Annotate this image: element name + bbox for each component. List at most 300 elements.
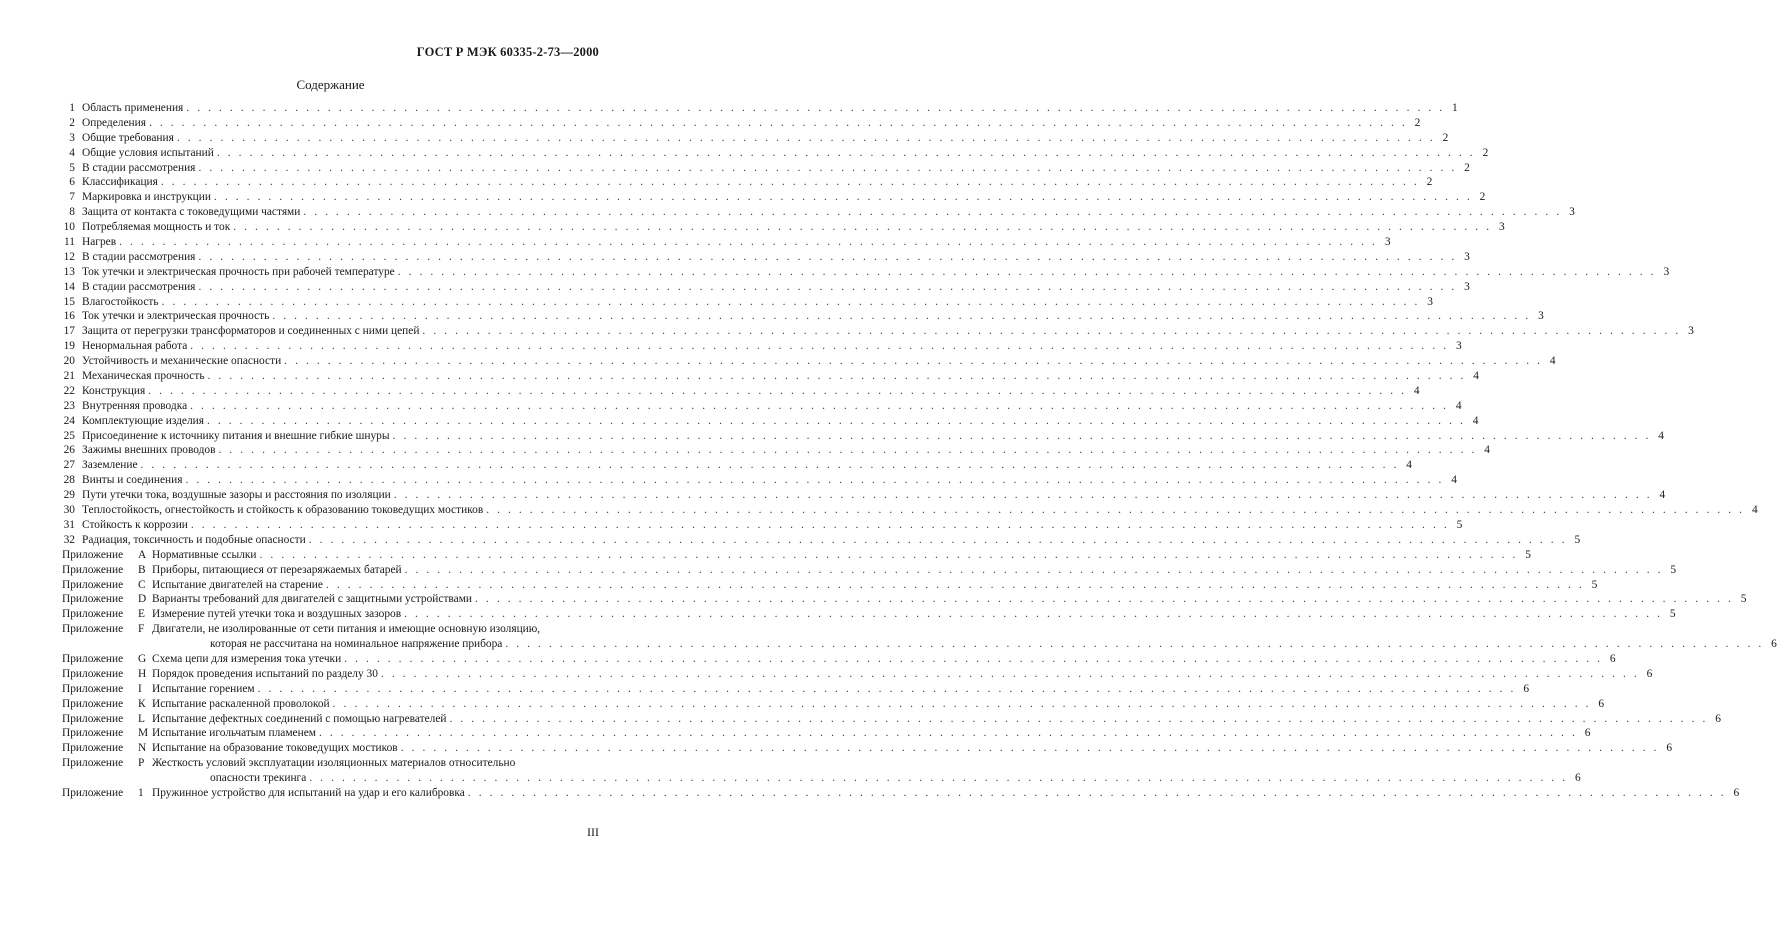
toc-appendix-row[interactable] bbox=[62, 697, 1605, 712]
appendix-word: Приложение bbox=[62, 548, 124, 561]
toc-section-row[interactable] bbox=[62, 190, 1486, 205]
toc-entry-line bbox=[152, 712, 1721, 727]
toc-appendix-row[interactable] bbox=[62, 578, 1598, 593]
section-number: 16 bbox=[63, 310, 75, 323]
appendix-label bbox=[62, 756, 152, 771]
appendix-letter: М bbox=[138, 727, 149, 740]
entry-page: 2 bbox=[1482, 146, 1489, 159]
toc-section-row[interactable] bbox=[62, 131, 1449, 146]
entry-title: опасности трекинга bbox=[210, 772, 307, 785]
toc-section-row[interactable] bbox=[62, 443, 1490, 458]
toc-entry-line bbox=[82, 161, 1470, 176]
section-number: 17 bbox=[63, 325, 75, 338]
entry-page: 4 bbox=[1413, 384, 1420, 397]
dot-leader: . . . . . . . . . . . . . . . . . . . . . . . . . . . . . . . . . . . . . . . . . . . . . . . . . . . . . . . . . . . . . . . . . . . . . . . . . . . . . . . . . . . . . . . . . . . . . . . . . . . . . . . . . . . . . . . . . . . . bbox=[190, 518, 1450, 531]
entry-title: Ненормальная работа bbox=[82, 340, 188, 353]
toc-entry-line bbox=[82, 265, 1670, 280]
section-number: 15 bbox=[63, 295, 75, 308]
toc-section-row[interactable] bbox=[62, 414, 1479, 429]
toc-entry-line bbox=[82, 116, 1421, 131]
entry-page: 4 bbox=[1472, 414, 1479, 427]
entry-page: 6 bbox=[1715, 712, 1721, 725]
toc-entry-line bbox=[152, 548, 1531, 563]
dot-leader: . . . . . . . . . . . . . . . . . . . . . . . . . . . . . . . . . . . . . . . . . . . . . . . . . . . . . . . . . . . . . . . . . . . . . . . . . . . . . . . . . . . . . . . . . . . . . . . . . . . . . . . . . . . . . . . . . . . . bbox=[259, 548, 1518, 561]
entry-title: Приборы, питающиеся от перезаряжаемых батарей bbox=[152, 563, 402, 576]
entry-title: Испытание раскаленной проволокой bbox=[152, 697, 330, 710]
toc-section-row[interactable] bbox=[62, 354, 1556, 369]
dot-leader: . . . . . . . . . . . . . . . . . . . . . . . . . . . . . . . . . . . . . . . . . . . . . . . . . . . . . . . . . . . . . . . . . . . . . . . . . . . . . . . . . . . . . . . . . . . . . . . . . . . . . . . . . . . . . . . . . . . . bbox=[190, 340, 1449, 353]
section-number: 21 bbox=[63, 370, 75, 383]
dot-leader: . . . . . . . . . . . . . . . . . . . . . . . . . . . . . . . . . . . . . . . . . . . . . . . . . . . . . . . . . . . . . . . . . . . . . . . . . . . . . . . . . . . . . . . . . . . . . . . . . . . . . . . . . . . . . . . . . . . . bbox=[218, 444, 1477, 457]
toc-section-row[interactable] bbox=[62, 250, 1470, 265]
dot-leader: . . . . . . . . . . . . . . . . . . . . . . . . . . . . . . . . . . . . . . . . . . . . . . . . . . . . . . . . . . . . . . . . . . . . . . . . . . . . . . . . . . . . . . . . . . . . . . . . . . . . . . . . . . . . . . . . . . . . bbox=[176, 131, 1436, 144]
toc-entry-line bbox=[82, 295, 1433, 310]
entry-title: Ток утечки и электрическая прочность bbox=[82, 310, 270, 323]
entry-title: Порядок проведения испытаний по разделу 30 bbox=[152, 667, 378, 680]
section-number: 12 bbox=[63, 250, 75, 263]
entry-page: 3 bbox=[1455, 340, 1462, 353]
toc-entry-line bbox=[82, 533, 1581, 548]
entry-title: Заземление bbox=[82, 459, 138, 472]
toc-entry-line bbox=[82, 309, 1544, 324]
toc-section-row[interactable] bbox=[62, 369, 1479, 384]
dot-leader: . . . . . . . . . . . . . . . . . . . . . . . . . . . . . . . . . . . . . . . . . . . . . . . . . . . . . . . . . . . . . . . . . . . . . . . . . . . . . . . . . . . . . . . . . . . . . . . . . . . . . . . . . . . . . . . . . . . . bbox=[325, 578, 1585, 591]
entry-title: Общие требования bbox=[82, 131, 174, 144]
entry-title: Измерение путей утечки тока и воздушных зазоров bbox=[152, 608, 402, 621]
appendix-label bbox=[62, 578, 152, 593]
toc-section-row[interactable] bbox=[62, 175, 1433, 190]
toc-section-row[interactable] bbox=[62, 161, 1470, 176]
toc-entry-line bbox=[210, 771, 1581, 786]
entry-title: Винты и соединения bbox=[82, 474, 183, 487]
entry-page: 3 bbox=[1464, 280, 1470, 293]
dot-leader: . . . . . . . . . . . . . . . . . . . . . . . . . . . . . . . . . . . . . . . . . . . . . . . . . . . . . . . . . . . . . . . . . . . . . . . . . . . . . . . . . . . . . . . . . . . . . . . . . . . . . . . . . . . . . . . . . . . . bbox=[160, 176, 1420, 189]
entry-title: Присоединение к источнику питания и внешние гибкие шнуры bbox=[82, 429, 390, 442]
dot-leader: . . . . . . . . . . . . . . . . . . . . . . . . . . . . . . . . . . . . . . . . . . . . . . . . . . . . . . . . . . . . . . . . . . . . . . . . . . . . . . . . . . . . . . . . . . . . . . . . . . . . . . . . . . . . . . . . . . . . bbox=[233, 221, 1492, 234]
toc-entry-line bbox=[82, 369, 1479, 384]
dot-leader: . . . . . . . . . . . . . . . . . . . . . . . . . . . . . . . . . . . . . . . . . . . . . . . . . . . . . . . . . . . . . . . . . . . . . . . . . . . . . . . . . . . . . . . . . . . . . . . . . . . . . . . . . . . . . . . . . . . . bbox=[119, 236, 1378, 249]
appendix-label bbox=[62, 712, 152, 727]
dot-leader: . . . . . . . . . . . . . . . . . . . . . . . . . . . . . . . . . . . . . . . . . . . . . . . . . . . . . . . . . . . . . . . . . . . . . . . . . . . . . . . . . . . . . . . . . . . . . . . . . . . . . . . . . . . . . . . . . . . . bbox=[344, 652, 1603, 665]
entry-title: Пути утечки тока, воздушные зазоры и расстояния по изоляции bbox=[82, 489, 391, 502]
dot-leader: . . . . . . . . . . . . . . . . . . . . . . . . . . . . . . . . . . . . . . . . . . . . . . . . . . . . . . . . . . . . . . . . . . . . . . . . . . . . . . . . . . . . . . . . . . . . . . . . . . . . . . . . . . . . . . . . . . . . bbox=[213, 191, 1473, 204]
appendix-label bbox=[62, 563, 152, 578]
toc-section-row[interactable] bbox=[62, 458, 1412, 473]
toc-section-row[interactable] bbox=[62, 309, 1544, 324]
dot-leader: . . . . . . . . . . . . . . . . . . . . . . . . . . . . . . . . . . . . . . . . . . . . . . . . . . . . . . . . . . . . . . . . . . . . . . . . . . . . . . . . . . . . . . . . . . . . . . . . . . . . . . . . . . . . . . . . . . . . bbox=[467, 787, 1727, 799]
entry-page: 6 bbox=[1598, 697, 1605, 710]
dot-leader: . . . . . . . . . . . . . . . . . . . . . . . . . . . . . . . . . . . . . . . . . . . . . . . . . . . . . . . . . . . . . . . . . . . . . . . . . . . . . . . . . . . . . . . . . . . . . . . . . . . . . . . . . . . . . . . . . . . . bbox=[303, 206, 1562, 219]
toc-appendix-row[interactable] bbox=[62, 622, 1777, 652]
dot-leader: . . . . . . . . . . . . . . . . . . . . . . . . . . . . . . . . . . . . . . . . . . . . . . . . . . . . . . . . . . . . . . . . . . . . . . . . . . . . . . . . . . . . . . . . . . . . . . . . . . . . . . . . . . . . . . . . . . . . bbox=[400, 742, 1660, 755]
entry-page: 2 bbox=[1414, 116, 1421, 129]
appendix-letter: Н bbox=[138, 667, 147, 680]
dot-leader: . . . . . . . . . . . . . . . . . . . . . . . . . . . . . . . . . . . . . . . . . . . . . . . . . . . . . . . . . . . . . . . . . . . . . . . . . . . . . . . . . . . . . . . . . . . . . . . . . . . . . . . . . . . . . . . . . . . . bbox=[486, 504, 1745, 517]
document-header: ГОСТ Р МЭК 60335-2-73—2000 bbox=[416, 45, 599, 59]
toc-section-row[interactable] bbox=[62, 146, 1489, 161]
toc-section-row[interactable] bbox=[62, 295, 1433, 310]
entry-page: 5 bbox=[1591, 578, 1598, 591]
entry-title: Схема цепи для измерения тока утечки bbox=[152, 652, 342, 665]
toc-entry-line bbox=[152, 741, 1673, 756]
toc-entry-line bbox=[82, 458, 1412, 473]
toc-entry-line bbox=[82, 205, 1575, 220]
entry-page: 3 bbox=[1688, 325, 1694, 338]
section-number: 23 bbox=[63, 399, 75, 412]
dot-leader: . . . . . . . . . . . . . . . . . . . . . . . . . . . . . . . . . . . . . . . . . . . . . . . . . . . . . . . . . . . . . . . . . . . . . . . . . . . . . . . . . . . . . . . . . . . . . . . . . . . . . . . . . . . . . . . . . . . . bbox=[404, 563, 1664, 576]
entry-title: Определения bbox=[82, 116, 146, 129]
entry-page: 4 bbox=[1659, 489, 1666, 502]
entry-title: Защита от контакта с токоведущими частями bbox=[82, 206, 301, 219]
dot-leader: . . . . . . . . . . . . . . . . . . . . . . . . . . . . . . . . . . . . . . . . . . . . . . . . . . . . . . . . . . . . . . . . . . . . . . . . . . . . . . . . . . . . . . . . . . . . . . . . . . . . . . . . . . . . . . . . . . . . bbox=[308, 533, 1568, 546]
appendix-label bbox=[62, 682, 152, 697]
entry-page: 3 bbox=[1569, 206, 1575, 219]
section-number: 13 bbox=[63, 265, 75, 278]
appendix-word: Приложение bbox=[62, 652, 124, 665]
entry-page: 5 bbox=[1740, 593, 1747, 606]
entry-title: Маркировка и инструкции bbox=[82, 191, 211, 204]
entry-page: 5 bbox=[1525, 548, 1531, 561]
appendix-letter: D bbox=[138, 593, 147, 606]
entry-title: Нагрев bbox=[82, 236, 117, 249]
toc-entry-line bbox=[82, 101, 1458, 116]
dot-leader: . . . . . . . . . . . . . . . . . . . . . . . . . . . . . . . . . . . . . . . . . . . . . . . . . . . . . . . . . . . . . . . . . . . . . . . . . . . . . . . . . . . . . . . . . . . . . . . . . . . . . . . . . . . . . . . . . . . . bbox=[380, 667, 1640, 680]
entry-page: 6 bbox=[1666, 742, 1673, 755]
entry-page: 1 bbox=[1452, 102, 1458, 114]
section-number: 2 bbox=[69, 116, 75, 129]
entry-page: 5 bbox=[1669, 608, 1676, 621]
entry-title: Устойчивость и механические опасности bbox=[82, 355, 282, 368]
entry-page: 4 bbox=[1455, 399, 1462, 412]
dot-leader: . . . . . . . . . . . . . . . . . . . . . . . . . . . . . . . . . . . . . . . . . . . . . . . . . . . . . . . . . . . . . . . . . . . . . . . . . . . . . . . . . . . . . . . . . . . . . . . . . . . . . . . . . . . . . . . . . . . . bbox=[332, 697, 1592, 710]
section-number: 3 bbox=[69, 131, 75, 144]
toc-appendix-row[interactable] bbox=[62, 786, 1740, 801]
section-number: 4 bbox=[69, 146, 75, 159]
entry-page: 4 bbox=[1473, 370, 1479, 383]
toc-section-row[interactable] bbox=[62, 473, 1457, 488]
toc-entry-line bbox=[152, 786, 1740, 801]
dot-leader: . . . . . . . . . . . . . . . . . . . . . . . . . . . . . . . . . . . . . . . . . . . . . . . . . . . . . . . . . . . . . . . . . . . . . . . . . . . . . . . . . . . . . . . . . . . . . . . . . . . . . . . . . . . . . . . . . . . . bbox=[257, 682, 1517, 695]
section-number: 22 bbox=[63, 384, 75, 397]
entry-page: 4 bbox=[1484, 444, 1490, 457]
dot-leader: . . . . . . . . . . . . . . . . . . . . . . . . . . . . . . . . . . . . . . . . . . . . . . . . . . . . . . . . . . . . . . . . . . . . . . . . . . . . . . . . . . . . . . . . . . . . . . . . . . . . . . . . . . . . . . . . . . . . bbox=[475, 593, 1734, 606]
entry-title: Классификация bbox=[82, 176, 158, 189]
entry-title: Потребляемая мощность и ток bbox=[82, 221, 231, 234]
appendix-word: Приложение bbox=[62, 742, 124, 755]
entry-title: Испытание горением bbox=[152, 682, 255, 695]
appendix-word: Приложение bbox=[62, 578, 124, 591]
dot-leader: . . . . . . . . . . . . . . . . . . . . . . . . . . . . . . . . . . . . . . . . . . . . . . . . . . . . . . . . . . . . . . . . . . . . . . . . . . . . . . . . . . . . . . . . . . . . . . . . . . . . . . . . . . . . . . . . . . . . bbox=[284, 355, 1543, 368]
dot-leader: . . . . . . . . . . . . . . . . . . . . . . . . . . . . . . . . . . . . . . . . . . . . . . . . . . . . . . . . . . . . . . . . . . . . . . . . . . . . . . . . . . . . . . . . . . . . . . . . . . . . . . . . . . . . . . . . . . . . bbox=[190, 399, 1449, 412]
toc-entry-line bbox=[82, 250, 1470, 265]
entry-title: Область применения bbox=[82, 102, 184, 114]
page-number: III bbox=[587, 825, 599, 839]
appendix-letter: А bbox=[138, 548, 147, 561]
appendix-label bbox=[62, 652, 152, 667]
appendix-word: Приложение bbox=[62, 608, 124, 621]
appendix-word: Приложение bbox=[62, 682, 124, 695]
toc-section-row[interactable] bbox=[62, 116, 1421, 131]
entry-title: Жесткость условий эксплуатации изоляционных материалов относительно bbox=[152, 757, 516, 770]
toc-entry-line bbox=[82, 503, 1758, 518]
section-number: 19 bbox=[63, 340, 75, 353]
dot-leader: . . . . . . . . . . . . . . . . . . . . . . . . . . . . . . . . . . . . . . . . . . . . . . . . . . . . . . . . . . . . . . . . . . . . . . . . . . . . . . . . . . . . . . . . . . . . . . . . . . . . . . . . . . . . . . . . . . . . bbox=[397, 265, 1657, 278]
dot-leader: . . . . . . . . . . . . . . . . . . . . . . . . . . . . . . . . . . . . . . . . . . . . . . . . . . . . . . . . . . . . . . . . . . . . . . . . . . . . . . . . . . . . . . . . . . . . . . . . . . . . . . . . . . . . . . . . . . . . bbox=[140, 459, 1399, 472]
toc-entry-line bbox=[82, 339, 1462, 354]
entry-title: Двигатели, не изолированные от сети питания и имеющие основную изоляцию, bbox=[152, 623, 541, 636]
section-number: 8 bbox=[69, 206, 75, 219]
dot-leader: . . . . . . . . . . . . . . . . . . . . . . . . . . . . . . . . . . . . . . . . . . . . . . . . . . . . . . . . . . . . . . . . . . . . . . . . . . . . . . . . . . . . . . . . . . . . . . . . . . . . . . . . . . . . . . . . . . . . bbox=[393, 489, 1653, 502]
dot-leader: . . . . . . . . . . . . . . . . . . . . . . . . . . . . . . . . . . . . . . . . . . . . . . . . . . . . . . . . . . . . . . . . . . . . . . . . . . . . . . . . . . . . . . . . . . . . . . . . . . . . . . . . . . . . . . . . . . . . bbox=[392, 429, 1651, 442]
appendix-letter: I bbox=[138, 682, 142, 695]
dot-leader: . . . . . . . . . . . . . . . . . . . . . . . . . . . . . . . . . . . . . . . . . . . . . . . . . . . . . . . . . . . . . . . . . . . . . . . . . . . . . . . . . . . . . . . . . . . . . . . . . . . . . . . . . . . . . . . . . . . . bbox=[198, 250, 1457, 263]
appendix-letter: В bbox=[138, 563, 146, 576]
toc-entry-line bbox=[82, 235, 1391, 250]
toc-section-row[interactable] bbox=[62, 265, 1670, 280]
toc-entry-line bbox=[152, 667, 1653, 682]
entry-title: В стадии рассмотрения bbox=[82, 250, 196, 263]
entry-title: Внутренняя проводка bbox=[82, 399, 188, 412]
section-number: 20 bbox=[63, 355, 75, 368]
entry-title: Испытание дефектных соединений с помощью нагревателей bbox=[152, 712, 447, 725]
toc-entry-line bbox=[82, 488, 1666, 503]
entry-page: 3 bbox=[1663, 265, 1670, 278]
entry-page: 6 bbox=[1733, 787, 1740, 799]
appendix-word: Приложение bbox=[62, 757, 124, 770]
section-number: 1 bbox=[69, 102, 75, 114]
toc-entry-line bbox=[82, 384, 1420, 399]
entry-page: 2 bbox=[1442, 131, 1449, 144]
entry-page: 4 bbox=[1658, 429, 1664, 442]
appendix-label bbox=[62, 726, 152, 741]
appendix-letter: Е bbox=[138, 608, 145, 621]
entry-page: 3 bbox=[1498, 221, 1505, 234]
toc-appendix-row[interactable] bbox=[62, 726, 1591, 741]
toc-appendix-row[interactable] bbox=[62, 592, 1747, 607]
entry-title: Теплостойкость, огнестойкость и стойкость к образованию токоведущих мостиков bbox=[82, 504, 484, 517]
toc-section-row[interactable] bbox=[62, 324, 1694, 339]
entry-page: 3 bbox=[1538, 310, 1544, 323]
entry-page: 6 bbox=[1609, 652, 1616, 665]
dot-leader: . . . . . . . . . . . . . . . . . . . . . . . . . . . . . . . . . . . . . . . . . . . . . . . . . . . . . . . . . . . . . . . . . . . . . . . . . . . . . . . . . . . . . . . . . . . . . . . . . . . . . . . . . . . . . . . . . . . . bbox=[198, 161, 1457, 174]
toc-section-row[interactable] bbox=[62, 488, 1666, 503]
toc-section-row[interactable] bbox=[62, 399, 1462, 414]
toc-section-row[interactable] bbox=[62, 533, 1581, 548]
entry-page: 2 bbox=[1464, 161, 1470, 174]
section-number: 14 bbox=[63, 280, 75, 293]
entry-page: 3 bbox=[1384, 236, 1391, 249]
entry-page: 4 bbox=[1406, 459, 1412, 472]
entry-page: 6 bbox=[1584, 727, 1591, 740]
toc-appendix-row[interactable] bbox=[62, 712, 1721, 727]
toc-entry-line bbox=[82, 473, 1457, 488]
appendix-letter: G bbox=[138, 652, 147, 665]
toc-entry-line bbox=[82, 131, 1449, 146]
appendix-word: Приложение bbox=[62, 667, 124, 680]
appendix-letter: N bbox=[138, 742, 147, 755]
toc-entry-line bbox=[152, 607, 1676, 622]
dot-leader: . . . . . . . . . . . . . . . . . . . . . . . . . . . . . . . . . . . . . . . . . . . . . . . . . . . . . . . . . . . . . . . . . . . . . . . . . . . . . . . . . . . . . . . . . . . . . . . . . . . . . . . . . . . . . . . . . . . . bbox=[185, 474, 1444, 487]
toc-section-row[interactable] bbox=[62, 205, 1575, 220]
appendix-letter: L bbox=[138, 712, 145, 725]
toc-entry-line bbox=[82, 443, 1490, 458]
appendix-letter: 1 bbox=[138, 787, 144, 799]
entry-title: Влагостойкость bbox=[82, 295, 159, 308]
entry-title: Нормативные ссылки bbox=[152, 548, 257, 561]
section-number: 24 bbox=[63, 414, 75, 427]
entry-page: 5 bbox=[1670, 563, 1677, 576]
toc-entry-line bbox=[152, 563, 1677, 578]
section-number: 29 bbox=[63, 489, 75, 502]
section-number: 26 bbox=[63, 444, 75, 457]
toc-section-row[interactable] bbox=[62, 384, 1420, 399]
toc-appendix-row[interactable] bbox=[62, 741, 1673, 756]
section-number: 30 bbox=[63, 504, 75, 517]
appendix-word: Приложение bbox=[62, 563, 124, 576]
toc-entry-line bbox=[152, 682, 1530, 697]
dot-leader: . . . . . . . . . . . . . . . . . . . . . . . . . . . . . . . . . . . . . . . . . . . . . . . . . . . . . . . . . . . . . . . . . . . . . . . . . . . . . . . . . . . . . . . . . . . . . . . . . . . . . . . . . . . . . . . . . . . . bbox=[161, 295, 1420, 308]
toc-appendix-row[interactable] bbox=[62, 607, 1676, 622]
toc-appendix-row[interactable] bbox=[62, 563, 1677, 578]
toc-entry-line bbox=[152, 697, 1605, 712]
toc-entry-line bbox=[210, 637, 1777, 652]
dot-leader: . . . . . . . . . . . . . . . . . . . . . . . . . . . . . . . . . . . . . . . . . . . . . . . . . . . . . . . . . . . . . . . . . . . . . . . . . . . . . . . . . . . . . . . . . . . . . . . . . . . . . . . . . . . . . . . . . . . . bbox=[272, 310, 1531, 323]
toc-entry-line bbox=[152, 652, 1616, 667]
toc-entry-line bbox=[82, 175, 1433, 190]
section-number: 5 bbox=[69, 161, 75, 174]
dot-leader: . . . . . . . . . . . . . . . . . . . . . . . . . . . . . . . . . . . . . . . . . . . . . . . . . . . . . . . . . . . . . . . . . . . . . . . . . . . . . . . . . . . . . . . . . . . . . . . . . . . . . . . . . . . . . . . . . . . . bbox=[148, 116, 1408, 129]
entry-title: Зажимы внешних проводов bbox=[82, 444, 216, 457]
section-number: 32 bbox=[63, 533, 75, 546]
section-number: 25 bbox=[63, 429, 75, 442]
toc-title: Содержание bbox=[296, 77, 365, 92]
appendix-letter: С bbox=[138, 578, 146, 591]
appendix-word: Приложение bbox=[62, 697, 124, 710]
entry-title: Пружинное устройство для испытаний на удар и его калибровка bbox=[152, 787, 465, 799]
toc-entry-line bbox=[82, 429, 1664, 444]
entry-title: В стадии рассмотрения bbox=[82, 161, 196, 174]
appendix-word: Приложение bbox=[62, 712, 124, 725]
dot-leader: . . . . . . . . . . . . . . . . . . . . . . . . . . . . . . . . . . . . . . . . . . . . . . . . . . . . . . . . . . . . . . . . . . . . . . . . . . . . . . . . . . . . . . . . . . . . . . . . . . . . . . . . . . . . . . . . . . . . bbox=[198, 280, 1457, 293]
section-number: 6 bbox=[69, 176, 75, 189]
dot-leader: . . . . . . . . . . . . . . . . . . . . . . . . . . . . . . . . . . . . . . . . . . . . . . . . . . . . . . . . . . . . . . . . . . . . . . . . . . . . . . . . . . . . . . . . . . . . . . . . . . . . . . . . . . . . . . . . . . . . bbox=[216, 146, 1476, 159]
entry-title: Испытание двигателей на старение bbox=[152, 578, 323, 591]
toc-section-row[interactable] bbox=[62, 280, 1470, 295]
toc-entry-line bbox=[82, 414, 1479, 429]
entry-title: В стадии рассмотрения bbox=[82, 280, 196, 293]
toc-section-row[interactable] bbox=[62, 101, 1458, 116]
appendix-label bbox=[62, 667, 152, 682]
section-number: 28 bbox=[63, 474, 75, 487]
toc-appendix-row[interactable] bbox=[62, 756, 1581, 786]
appendix-label bbox=[62, 607, 152, 622]
toc-entry-line bbox=[82, 146, 1489, 161]
section-number: 31 bbox=[63, 518, 75, 531]
dot-leader: . . . . . . . . . . . . . . . . . . . . . . . . . . . . . . . . . . . . . . . . . . . . . . . . . . . . . . . . . . . . . . . . . . . . . . . . . . . . . . . . . . . . . . . . . . . . . . . . . . . . . . . . . . . . . . . . . . . . bbox=[309, 772, 1568, 785]
entry-title: Ток утечки и электрическая прочность при рабочей температуре bbox=[82, 265, 395, 278]
entry-title: Защита от перегрузки трансформаторов и соединенных с ними цепей bbox=[82, 325, 420, 338]
dot-leader: . . . . . . . . . . . . . . . . . . . . . . . . . . . . . . . . . . . . . . . . . . . . . . . . . . . . . . . . . . . . . . . . . . . . . . . . . . . . . . . . . . . . . . . . . . . . . . . . . . . . . . . . . . . . . . . . . . . . bbox=[148, 384, 1407, 397]
section-number: 10 bbox=[63, 221, 75, 234]
entry-page: 2 bbox=[1426, 176, 1433, 189]
appendix-word: Приложение bbox=[62, 593, 124, 606]
entry-page: 2 bbox=[1479, 191, 1486, 204]
toc-section-row[interactable] bbox=[62, 429, 1664, 444]
toc-appendix-row[interactable] bbox=[62, 652, 1616, 667]
entry-title: Стойкость к коррозии bbox=[82, 518, 188, 531]
table-of-contents bbox=[62, 101, 1777, 801]
entry-title: которая не рассчитана на номинальное напряжение прибора bbox=[210, 638, 503, 651]
dot-leader: . . . . . . . . . . . . . . . . . . . . . . . . . . . . . . . . . . . . . . . . . . . . . . . . . . . . . . . . . . . . . . . . . . . . . . . . . . . . . . . . . . . . . . . . . . . . . . . . . . . . . . . . . . . . . . . . . . . . bbox=[449, 712, 1708, 725]
entry-page: 3 bbox=[1427, 295, 1433, 308]
toc-entry-line bbox=[82, 190, 1486, 205]
toc-entry-line bbox=[82, 399, 1462, 414]
appendix-label bbox=[62, 592, 152, 607]
entry-page: 5 bbox=[1574, 533, 1581, 546]
toc-appendix-row[interactable] bbox=[62, 667, 1653, 682]
entry-title: Комплектующие изделия bbox=[82, 414, 204, 427]
section-number: 7 bbox=[69, 191, 75, 204]
entry-page: 4 bbox=[1751, 504, 1758, 517]
dot-leader: . . . . . . . . . . . . . . . . . . . . . . . . . . . . . . . . . . . . . . . . . . . . . . . . . . . . . . . . . . . . . . . . . . . . . . . . . . . . . . . . . . . . . . . . . . . . . . . . . . . . . . . . . . . . . . . . . . . . bbox=[207, 370, 1466, 383]
section-number: 27 bbox=[63, 459, 75, 472]
entry-page: 3 bbox=[1464, 250, 1470, 263]
appendix-word: Приложение bbox=[62, 623, 124, 636]
appendix-word: Приложение bbox=[62, 727, 124, 740]
entry-page: 5 bbox=[1456, 518, 1463, 531]
toc-section-row[interactable] bbox=[62, 235, 1391, 250]
toc-appendix-row[interactable] bbox=[62, 682, 1530, 697]
entry-page: 6 bbox=[1523, 682, 1530, 695]
appendix-letter: F bbox=[138, 623, 145, 636]
appendix-label bbox=[62, 548, 152, 563]
appendix-letter: К bbox=[138, 697, 146, 710]
toc-entry-line bbox=[152, 578, 1598, 593]
appendix-label bbox=[62, 786, 152, 801]
toc-appendix-row[interactable] bbox=[62, 548, 1531, 563]
appendix-label bbox=[62, 741, 152, 756]
entry-page: 4 bbox=[1451, 474, 1457, 487]
dot-leader: . . . . . . . . . . . . . . . . . . . . . . . . . . . . . . . . . . . . . . . . . . . . . . . . . . . . . . . . . . . . . . . . . . . . . . . . . . . . . . . . . . . . . . . . . . . . . . . . . . . . . . . . . . . . . . . . . . . . bbox=[186, 102, 1445, 114]
dot-leader: . . . . . . . . . . . . . . . . . . . . . . . . . . . . . . . . . . . . . . . . . . . . . . . . . . . . . . . . . . . . . . . . . . . . . . . . . . . . . . . . . . . . . . . . . . . . . . . . . . . . . . . . . . . . . . . . . . . . bbox=[505, 638, 1764, 651]
entry-title: Варианты требований для двигателей с защитными устройствами bbox=[152, 593, 473, 606]
section-number: 11 bbox=[64, 236, 75, 249]
toc-section-row[interactable] bbox=[62, 503, 1758, 518]
toc-entry-line bbox=[82, 280, 1470, 295]
toc-entry-line bbox=[152, 726, 1591, 741]
dot-leader: . . . . . . . . . . . . . . . . . . . . . . . . . . . . . . . . . . . . . . . . . . . . . . . . . . . . . . . . . . . . . . . . . . . . . . . . . . . . . . . . . . . . . . . . . . . . . . . . . . . . . . . . . . . . . . . . . . . . bbox=[207, 414, 1466, 427]
dot-leader: . . . . . . . . . . . . . . . . . . . . . . . . . . . . . . . . . . . . . . . . . . . . . . . . . . . . . . . . . . . . . . . . . . . . . . . . . . . . . . . . . . . . . . . . . . . . . . . . . . . . . . . . . . . . . . . . . . . . bbox=[318, 727, 1578, 740]
toc-entry-line bbox=[82, 220, 1505, 235]
dot-leader: . . . . . . . . . . . . . . . . . . . . . . . . . . . . . . . . . . . . . . . . . . . . . . . . . . . . . . . . . . . . . . . . . . . . . . . . . . . . . . . . . . . . . . . . . . . . . . . . . . . . . . . . . . . . . . . . . . . . bbox=[422, 325, 1681, 338]
entry-page: 4 bbox=[1549, 355, 1556, 368]
dot-leader: . . . . . . . . . . . . . . . . . . . . . . . . . . . . . . . . . . . . . . . . . . . . . . . . . . . . . . . . . . . . . . . . . . . . . . . . . . . . . . . . . . . . . . . . . . . . . . . . . . . . . . . . . . . . . . . . . . . . bbox=[404, 608, 1663, 621]
appendix-label bbox=[62, 697, 152, 712]
entry-page: 6 bbox=[1575, 772, 1581, 785]
appendix-label bbox=[62, 622, 152, 637]
toc-entry-line bbox=[82, 354, 1556, 369]
entry-page: 6 bbox=[1771, 638, 1777, 651]
entry-title: Механическая прочность bbox=[82, 370, 205, 383]
toc-section-row[interactable] bbox=[62, 518, 1463, 533]
appendix-letter: Р bbox=[138, 757, 145, 770]
entry-title: Общие условия испытаний bbox=[82, 146, 214, 159]
toc-entry-line bbox=[82, 518, 1463, 533]
toc-entry-line bbox=[152, 592, 1747, 607]
entry-title: Радиация, токсичность и подобные опасности bbox=[82, 533, 306, 546]
toc-section-row[interactable] bbox=[62, 339, 1462, 354]
toc-section-row[interactable] bbox=[62, 220, 1505, 235]
